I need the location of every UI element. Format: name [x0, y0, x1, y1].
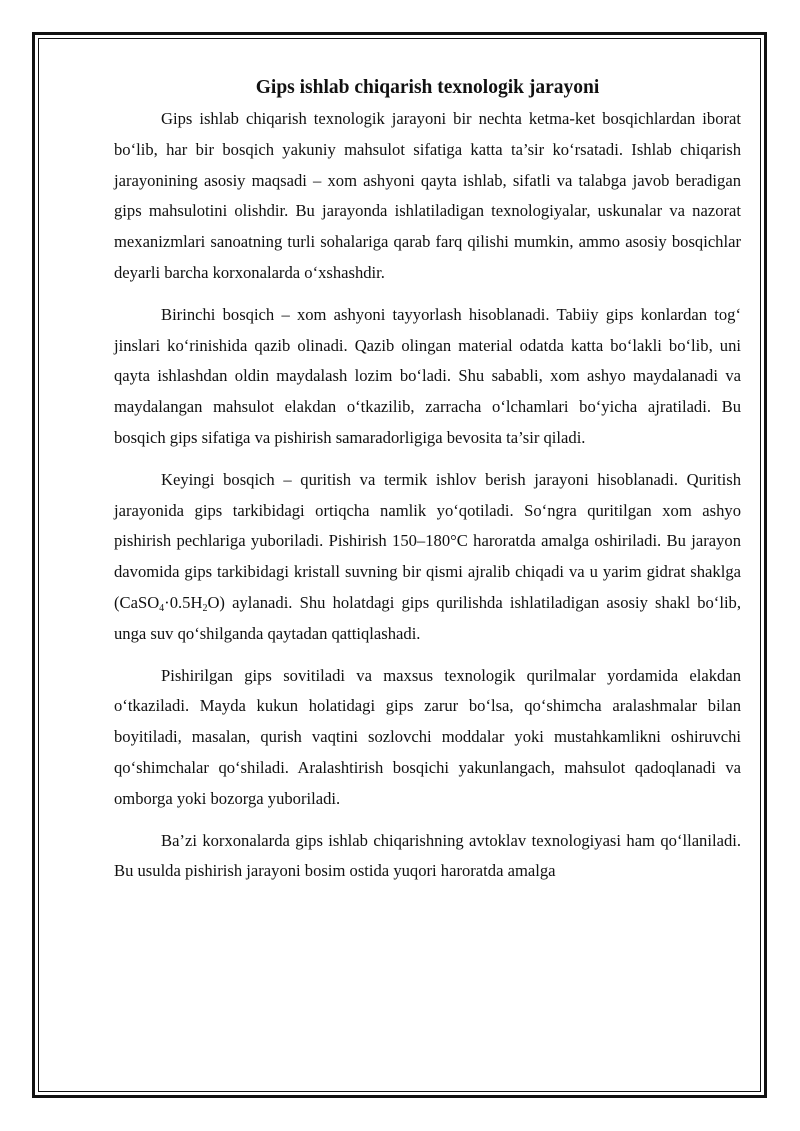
paragraph-intro: Gips ishlab chiqarish texnologik jarayoni bir nechta ketma-ket bosqichlardan iborat bo‘lib, har bir bosqich yakuniy mahsulot sifatiga katta ta’sir ko‘rsatadi. Ishlab chiqarish jarayonining asosiy maqsadi – xom ashyoni qayta ishlab, sifatli va talabga javob beradigan gips mahsulotini olishdir. Bu jarayonda ishlatiladigan texnologiyalar, uskunalar va nazorat mexanizmlari sanoatning turli sohalariga qarab farq qilishi mumkin, ammo asosiy bosqichlar deyarli barcha korxonalarda o‘xshashdir. [114, 109, 741, 282]
paragraph-text-part: O) aylanadi. Shu holatdagi gips qurilishda ishlatiladigan asosiy shakl bo‘lib, unga suv qo‘shilganda qaytadan qattiqlashadi. [114, 592, 741, 643]
paragraph-text-part: ·0.5H [164, 592, 203, 612]
subscript-four: 4 [159, 602, 165, 614]
document-title: Gips ishlab chiqarish texnologik jarayoni [255, 77, 600, 98]
paragraph-autoclave: Ba’zi korxonalarda gips ishlab chiqarishning avtoklav texnologiyasi ham qo‘llaniladi. Bu usulda pishirish jarayoni bosim ostida yuqori haroratda amalga [114, 830, 741, 881]
subscript-two: 2 [202, 602, 208, 614]
paragraph-raw-material: Birinchi bosqich – xom ashyoni tayyorlash hisoblanadi. Tabiiy gips konlardan tog‘ jinslari ko‘rinishida qazib olinadi. Qazib olingan material odatda katta bo‘lakli bo‘lib, uni qayta ishlashdan oldin maydalash lozim bo‘ladi. Shu sababli, xom ashyo maydalanadi va maydalangan mahsulot elakdan o‘tkazilib, zarracha o‘lchamlari bo‘yicha ajratiladi. Bu bosqich gips sifatiga va pishirish samaradorligiga bevosita ta’sir qiladi. [114, 304, 741, 447]
paragraph-cooling-packaging: Pishirilgan gips sovitiladi va maxsus texnologik qurilmalar yordamida elakdan o‘tkaziladi. Mayda kukun holatidagi gips zarur bo‘lsa, qo‘shimcha aralashmalar bilan boyitiladi, masalan, qurish vaqtini sozlovchi moddalar yoki mustahkamlikni oshiruvchi qo‘shimchalar qo‘shiladi. Aralashtirish bosqichi yakunlangach, mahsulot qadoqlanadi va omborga yoki bozorga yuboriladi. [114, 665, 741, 808]
document-body [114, 74, 741, 898]
paragraph-text-part: Keyingi bosqich – quritish va termik ishlov berish jarayoni hisoblanadi. Quritish jarayonida gips tarkibidagi ortiqcha namlik yo‘qotiladi. So‘ngra quritilgan xom ashyo pishirish pechlariga yuboriladi. Pishirish 150–180°C haroratda amalga oshiriladi. Bu jarayon davomida gips tarkibidagi kristall suvning bir qismi ajralib chiqadi va u yarim gidrat shaklga (CaSO [114, 469, 741, 612]
paragraph-drying-firing [114, 465, 741, 650]
